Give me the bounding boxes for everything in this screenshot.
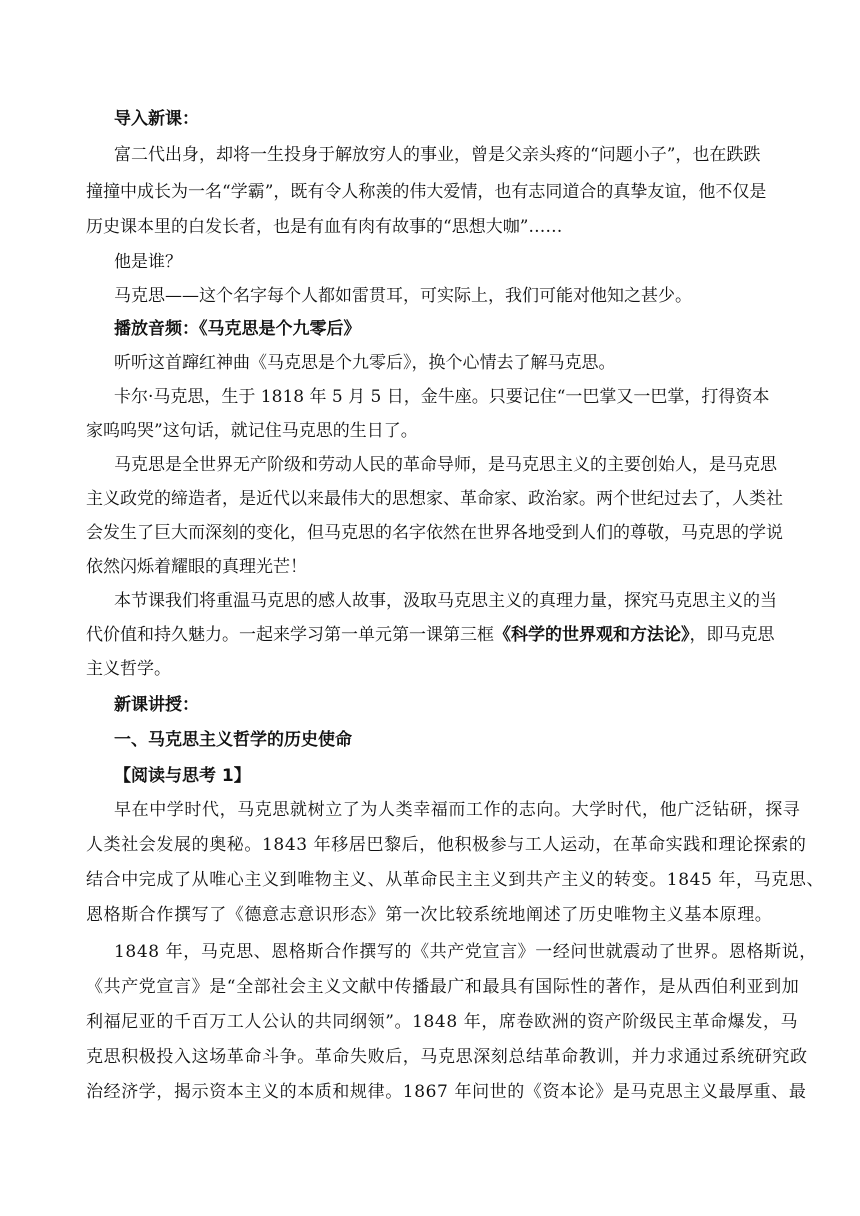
paragraph-line: 治经济学，揭示资本主义的本质和规律。1867 年问世的《资本论》是马克思主义最厚重、最	[86, 1082, 807, 1102]
paragraph-line: 历史课本里的白发长者，也是有血有肉有故事的“思想大咖”……	[86, 217, 563, 237]
paragraph-line: 马克思——这个名字每个人都如雷贯耳，可实际上，我们可能对他知之甚少。	[114, 286, 692, 306]
paragraph-line: 人类社会发展的奥秘。1843 年移居巴黎后，他积极参与工人运动，在革命实践和理论探索的	[86, 835, 807, 855]
paragraph-line: 他是谁？	[114, 252, 182, 272]
paragraph-line: 卡尔·马克思，生于 1818 年 5 月 5 日，金牛座。只要记住“一巴掌又一巴掌，打得资本	[114, 387, 770, 407]
paragraph-line	[86, 623, 775, 647]
reading-heading: 【阅读与思考 1】	[114, 766, 251, 786]
paragraph-line: 马克思是全世界无产阶级和劳动人民的革命导师，是马克思主义的主要创始人，是马克思	[114, 455, 777, 475]
book-title-bold: 《科学的世界观和方法论》	[494, 625, 690, 645]
paragraph-line: 利福尼亚的千百万工人公认的共同纲领”。1848 年，席卷欧洲的资产阶级民主革命爆发，马	[86, 1012, 799, 1032]
paragraph-line: 主义哲学。	[86, 659, 171, 679]
paragraph-line: 撞撞中成长为一名“学霸”，既有令人称羡的伟大爱情，也有志同道合的真挚友谊，他不仅是	[86, 182, 767, 202]
paragraph-line: 结合中完成了从唯心主义到唯物主义、从革命民主主义到共产主义的转变。1845 年，马克思、	[86, 870, 825, 890]
paragraph-line: 主义政党的缔造者，是近代以来最伟大的思想家、革命家、政治家。两个世纪过去了，人类社	[86, 489, 783, 509]
section-heading: 一、马克思主义哲学的历史使命	[114, 730, 352, 750]
paragraph-line: 富二代出身，却将一生投身于解放穷人的事业，曾是父亲头疼的“问题小子”，也在跌跌	[114, 145, 761, 165]
heading-new-lesson: 新课讲授：	[114, 695, 199, 715]
paragraph-line: 家呜呜哭”这句话，就记住马克思的生日了。	[86, 421, 418, 441]
paragraph-line: 会发生了巨大而深刻的变化，但马克思的名字依然在世界各地受到人们的尊敬，马克思的学说	[86, 523, 783, 543]
paragraph-line: 依然闪烁着耀眼的真理光芒！	[86, 557, 307, 577]
paragraph-line: 早在中学时代，马克思就树立了为人类幸福而工作的志向。大学时代，他广泛钻研，探寻	[114, 800, 801, 820]
text-run: 代价值和持久魅力。一起来学习第一单元第一课第三框	[86, 625, 494, 645]
audio-heading: 播放音频：《马克思是个九零后》	[114, 319, 361, 339]
paragraph-line: 1848 年，马克思、恩格斯合作撰写的《共产党宣言》一经问世就震动了世界。恩格斯说，	[114, 942, 817, 962]
text-run: ，即马克思	[689, 625, 775, 645]
paragraph-line: 听听这首蹿红神曲《马克思是个九零后》，换个心情去了解马克思。	[114, 353, 616, 373]
paragraph-line: 本节课我们将重温马克思的感人故事，汲取马克思主义的真理力量，探究马克思主义的当	[114, 591, 777, 611]
paragraph-line: 克思积极投入这场革命斗争。革命失败后，马克思深刻总结革命教训，并力求通过系统研究政	[86, 1047, 808, 1067]
heading-intro: 导入新课：	[114, 109, 199, 129]
paragraph-line: 《共产党宣言》是“全部社会主义文献中传播最广和最具有国际性的著作，是从西伯利亚到加	[86, 977, 800, 997]
paragraph-line: 恩格斯合作撰写了《德意志意识形态》第一次比较系统地阐述了历史唯物主义基本原理。	[86, 905, 773, 925]
